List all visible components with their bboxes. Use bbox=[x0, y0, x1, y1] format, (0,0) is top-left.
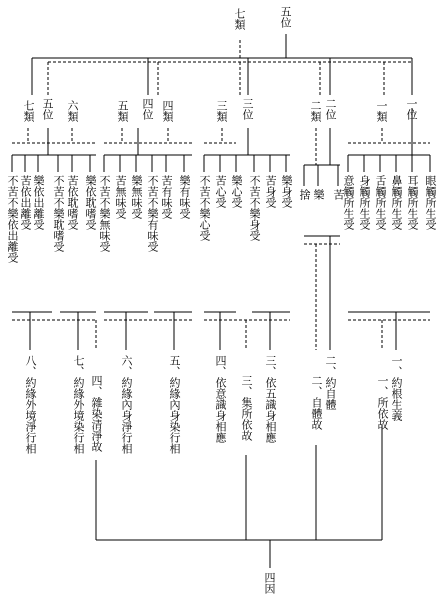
item-label: 眼觸所生受 bbox=[424, 175, 437, 230]
item-label: 鼻觸所生受 bbox=[390, 175, 403, 230]
category-label: 五、約緣內身染行相 bbox=[168, 355, 181, 454]
g8-wu-wei-label: 五位 bbox=[41, 98, 54, 120]
g5-san-wei-label: 三位 bbox=[241, 98, 254, 120]
g4-er-wei-label: 二位 bbox=[324, 98, 337, 120]
item-label: 耳觸所生受 bbox=[406, 175, 419, 230]
category-label: 一、約根生義 bbox=[390, 355, 403, 421]
g6-si-lei-label: 四類 bbox=[161, 100, 174, 122]
item-label: 樂依出離受 bbox=[32, 175, 45, 230]
item-label: 苦依出離受 bbox=[19, 175, 32, 230]
top-wu-wei-label: 五位 bbox=[279, 6, 292, 28]
item-label: 不苦不樂有味受 bbox=[146, 175, 159, 252]
g4-er-lei-label: 二類 bbox=[309, 100, 322, 122]
category-label: 二、約自體 bbox=[324, 355, 337, 410]
item-label: 舌觸所生受 bbox=[374, 175, 387, 230]
category-label: 六、約緣內身淨行相 bbox=[120, 355, 133, 454]
category-label: 一、所依故 bbox=[376, 375, 389, 430]
item-label: 樂無味受 bbox=[130, 175, 143, 219]
item-label: 不苦不樂耽嗜受 bbox=[52, 175, 65, 252]
item-label: 捨 bbox=[298, 189, 311, 200]
item-label: 身觸所生受 bbox=[358, 175, 371, 230]
g6-si-wei-label: 四位 bbox=[141, 98, 154, 120]
item-label: 樂有味受 bbox=[178, 175, 191, 219]
item-label: 意觸所生受 bbox=[342, 175, 355, 230]
item-label: 苦依耽嗜受 bbox=[66, 175, 79, 230]
category-label: 三、依五識身相應 bbox=[264, 355, 277, 443]
item-label: 樂 bbox=[312, 189, 325, 200]
g1-yi-wei-label: 一位 bbox=[405, 98, 418, 120]
top-qi-lei-label: 七類 bbox=[233, 8, 246, 30]
category-label: 三、集所依故 bbox=[240, 375, 253, 441]
item-label: 不苦不樂無味受 bbox=[98, 175, 111, 252]
category-label: 七、約緣外境染行相 bbox=[72, 355, 85, 454]
item-label: 樂身受 bbox=[280, 175, 293, 208]
g5-san-lei-label: 三類 bbox=[215, 100, 228, 122]
category-label: 二、自體故 bbox=[310, 375, 323, 430]
item-label: 樂依耽嗜受 bbox=[84, 175, 97, 230]
item-label: 不苦不樂心受 bbox=[198, 175, 211, 241]
item-label: 苦身受 bbox=[264, 175, 277, 208]
category-label: 四、依意識身相應 bbox=[214, 355, 227, 443]
category-label: 四、雜染清淨故 bbox=[90, 375, 103, 452]
item-label: 樂心受 bbox=[230, 175, 243, 208]
item-label: 苦心受 bbox=[214, 175, 227, 208]
item-label: 苦無味受 bbox=[114, 175, 127, 219]
g6-wu-lei-label: 五類 bbox=[116, 100, 129, 122]
g1-yi-lei-label: 一類 bbox=[375, 100, 388, 122]
item-label: 不苦不樂身受 bbox=[248, 175, 261, 241]
four-causes-root-label: 四因 bbox=[263, 572, 276, 594]
category-label: 八、約緣外境淨行相 bbox=[24, 355, 37, 454]
item-label: 不苦不樂依出離受 bbox=[6, 175, 19, 263]
g8-qi-lei-label: 七類 bbox=[22, 100, 35, 122]
item-label: 苦 bbox=[332, 189, 345, 200]
item-label: 苦有味受 bbox=[160, 175, 173, 219]
g8-liu-lei-label: 六類 bbox=[66, 100, 79, 122]
